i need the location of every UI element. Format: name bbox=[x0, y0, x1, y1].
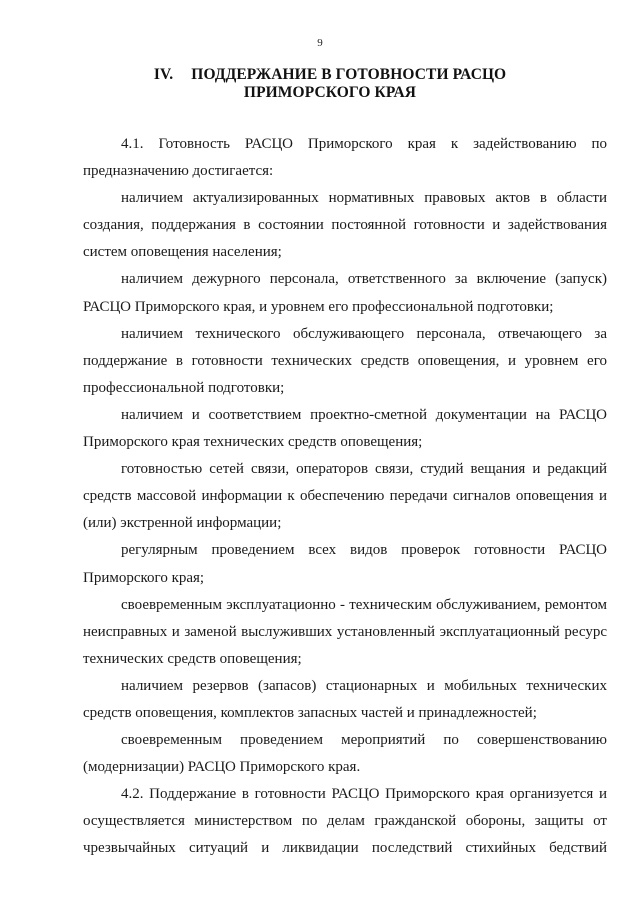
list-item-duty-personnel: наличием дежурного персонала, ответственного за включение (запуск) РАСЦО Приморского края, и уровнем его профессиональной подготовки; bbox=[83, 271, 607, 315]
section-heading bbox=[120, 66, 540, 102]
list-item-technical-personnel: наличием технического обслуживающего персонала, отвечающего за поддержание в готовности технических средств оповещения, и уровнем его профессиональной подготовки; bbox=[83, 325, 607, 396]
page-number: 9 bbox=[317, 37, 323, 49]
list-item-regulatory-acts: наличием актуализированных нормативных правовых актов в области создания, поддержания в состоянии постоянной готовности и задействования систем оповещения населения; bbox=[83, 190, 607, 261]
paragraph-4-1: 4.1. Готовность РАСЦО Приморского края к задействованию по предназначению достигается: bbox=[83, 136, 607, 180]
list-item-maintenance: своевременным эксплуатационно - техническим обслуживанием, ремонтом неисправных и заменой выслуживших установленный эксплуатационный ресурс технических средств оповещения; bbox=[83, 596, 607, 667]
list-item-project-documentation: наличием и соответствием проектно-сметной документации на РАСЦО Приморского края технических средств оповещения; bbox=[83, 406, 607, 451]
list-item-communication-networks: готовностью сетей связи, операторов связи, студий вещания и редакций средств массовой информации к обеспечению передачи сигналов оповещения и (или) экстренной информации; bbox=[83, 461, 607, 532]
list-item-reserves: наличием резервов (запасов) стационарных и мобильных технических средств оповещения, комплектов запасных частей и принадлежностей; bbox=[83, 677, 607, 721]
list-item-readiness-checks: регулярным проведением всех видов проверок готовности РАСЦО Приморского края; bbox=[83, 542, 607, 586]
section-title-line-2: ПРИМОРСКОГО КРАЯ bbox=[243, 84, 417, 101]
section-title-line-1: ПОДДЕРЖАНИЕ В ГОТОВНОСТИ РАСЦО bbox=[191, 66, 507, 83]
section-number: IV. bbox=[153, 66, 174, 83]
paragraph-4-2: 4.2. Поддержание в готовности РАСЦО Приморского края организуется и осуществляется министерством по делам гражданской обороны, защиты от чрезвычайных ситуаций и ликвидации последствий стихийных бедствий bbox=[83, 786, 607, 857]
list-item-modernization: своевременным проведением мероприятий по совершенствованию (модернизации) РАСЦО Приморского края. bbox=[83, 732, 607, 776]
body-text bbox=[83, 131, 607, 863]
section-heading-line-1 bbox=[120, 66, 540, 84]
